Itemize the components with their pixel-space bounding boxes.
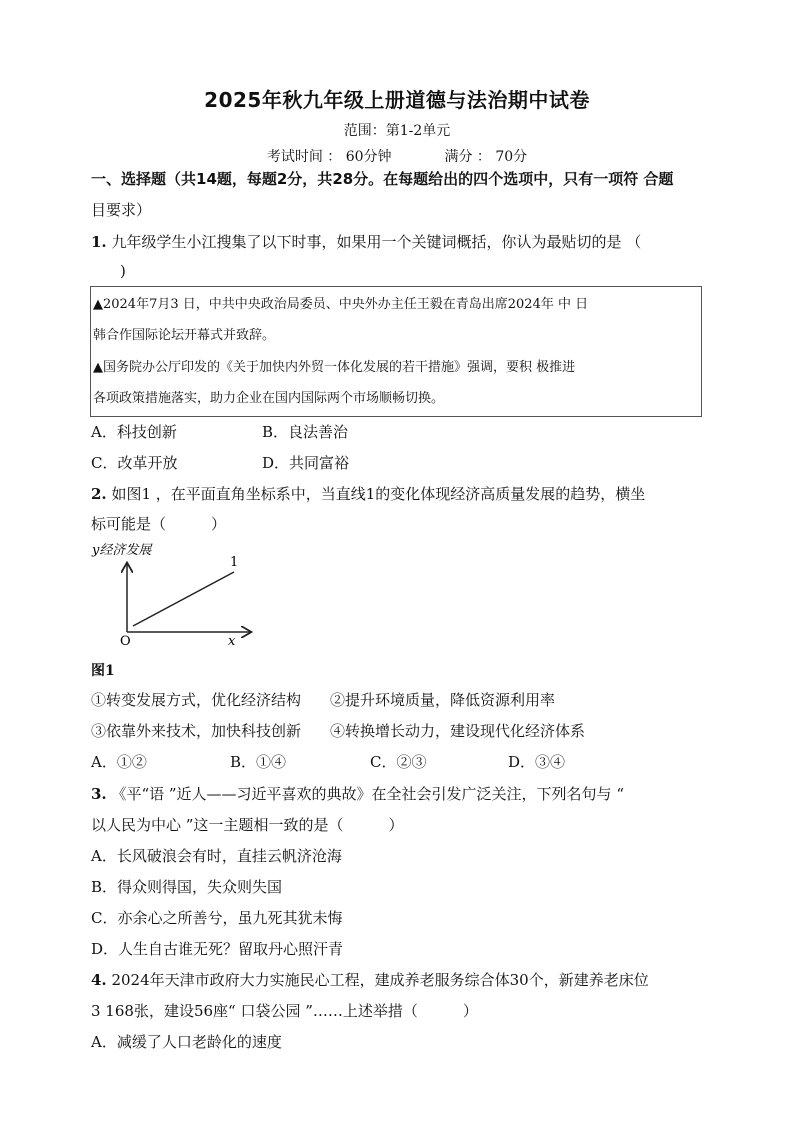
statement-4: ④转换增长动力，建设现代化经济体系 — [330, 722, 586, 740]
x-axis-label: x — [228, 634, 236, 649]
option-a: A．科技创新 — [91, 423, 177, 441]
option-b: B．①④ — [230, 753, 287, 771]
y-axis-label: y经济发展 — [92, 543, 152, 558]
question-3 — [91, 783, 624, 804]
option-c: C．亦余心之所善兮，虽九死其犹未悔 — [91, 909, 343, 927]
section-heading: 一、选择题（共14题，每题2分，共28分。在每题给出的四个选项中，只有一项符 合题 — [91, 170, 674, 188]
coordinate-figure — [90, 540, 260, 650]
option-b: B．良法善治 — [262, 423, 349, 441]
option-d: D．③④ — [508, 753, 566, 771]
question-text: 九年级学生小江搜集了以下时事，如果用一个关键词概括，你认为最贴切的是 （ — [111, 233, 642, 251]
option-c: C．改革开放 — [91, 454, 178, 472]
question-2 — [91, 483, 645, 504]
option-d: D．共同富裕 — [262, 454, 350, 472]
figure-caption: 图1 — [91, 663, 115, 679]
line-1 — [133, 572, 234, 626]
statement-2: ②提升环境质量，降低资源利用率 — [330, 691, 556, 709]
page-title: 2025年秋九年级上册道德与法治期中试卷 — [204, 88, 590, 112]
option-d: D．人生自古谁无死？留取丹心照汗青 — [91, 940, 344, 958]
option-a: A．①② — [91, 753, 147, 771]
question-number: 1. — [91, 233, 107, 251]
material-line: ▲国务院办公厅印发的《关于加快内外贸一体化发展的若干措施》强调，要积 极推进 — [93, 360, 576, 375]
option-c: C．②③ — [370, 753, 427, 771]
question-text: 如图1 ，在平面直角坐标系中，当直线1的变化体现经济高质量发展的趋势，横坐 — [111, 485, 646, 503]
question-4-cont: 3 168张，建设56座“ 口袋公园 ”……上述举措（ ） — [91, 1002, 478, 1020]
statement-3: ③依靠外来技术，加快科技创新 — [91, 722, 302, 740]
material-line: 各项政策措施落实，助力企业在国内国际两个市场顺畅切换。 — [93, 391, 445, 406]
section-heading-cont: 目要求） — [91, 201, 152, 219]
question-text: 《平“语 ”近人——习近平喜欢的典故》在全社会引发广泛关注，下列名句与 “ — [111, 785, 624, 803]
question-number: 4. — [91, 971, 107, 989]
option-b: B．得众则得国，失众则失国 — [91, 878, 283, 896]
question-3-cont: 以人民为中心 ”这一主题相一致的是（ ） — [91, 816, 404, 834]
question-4 — [91, 969, 649, 990]
material-line: 韩合作国际论坛开幕式并致辞。 — [93, 328, 276, 343]
question-1-bracket: ) — [120, 262, 126, 280]
origin-label: O — [120, 634, 131, 649]
material-line: ▲2024年7月3 日，中共中央政治局委员、中央外办主任王毅在青岛出席2024年 中 日 — [93, 297, 589, 312]
exam-info — [0, 146, 794, 166]
question-1 — [91, 231, 641, 252]
full-score: 满分 ： 70分 — [444, 149, 528, 165]
exam-time: 考试时间 ： 60分钟 — [266, 149, 392, 165]
question-number: 2. — [91, 485, 107, 503]
option-a: A．长风破浪会有时，直挂云帆济沧海 — [91, 847, 342, 865]
question-2-cont: 标可能是（ ） — [91, 515, 227, 533]
statement-1 — [91, 689, 301, 710]
line-label: 1 — [230, 555, 239, 570]
question-number: 3. — [91, 785, 107, 803]
option-a: A．减缓了人口老龄化的速度 — [91, 1033, 282, 1051]
exam-scope: 范围：第1-2单元 — [343, 123, 451, 139]
statement-text: ①转变发展方式，优化经济结构 — [91, 691, 302, 709]
question-text: 2024年天津市政府大力实施民心工程，建成养老服务综合体30个，新建养老床位 — [111, 971, 649, 989]
